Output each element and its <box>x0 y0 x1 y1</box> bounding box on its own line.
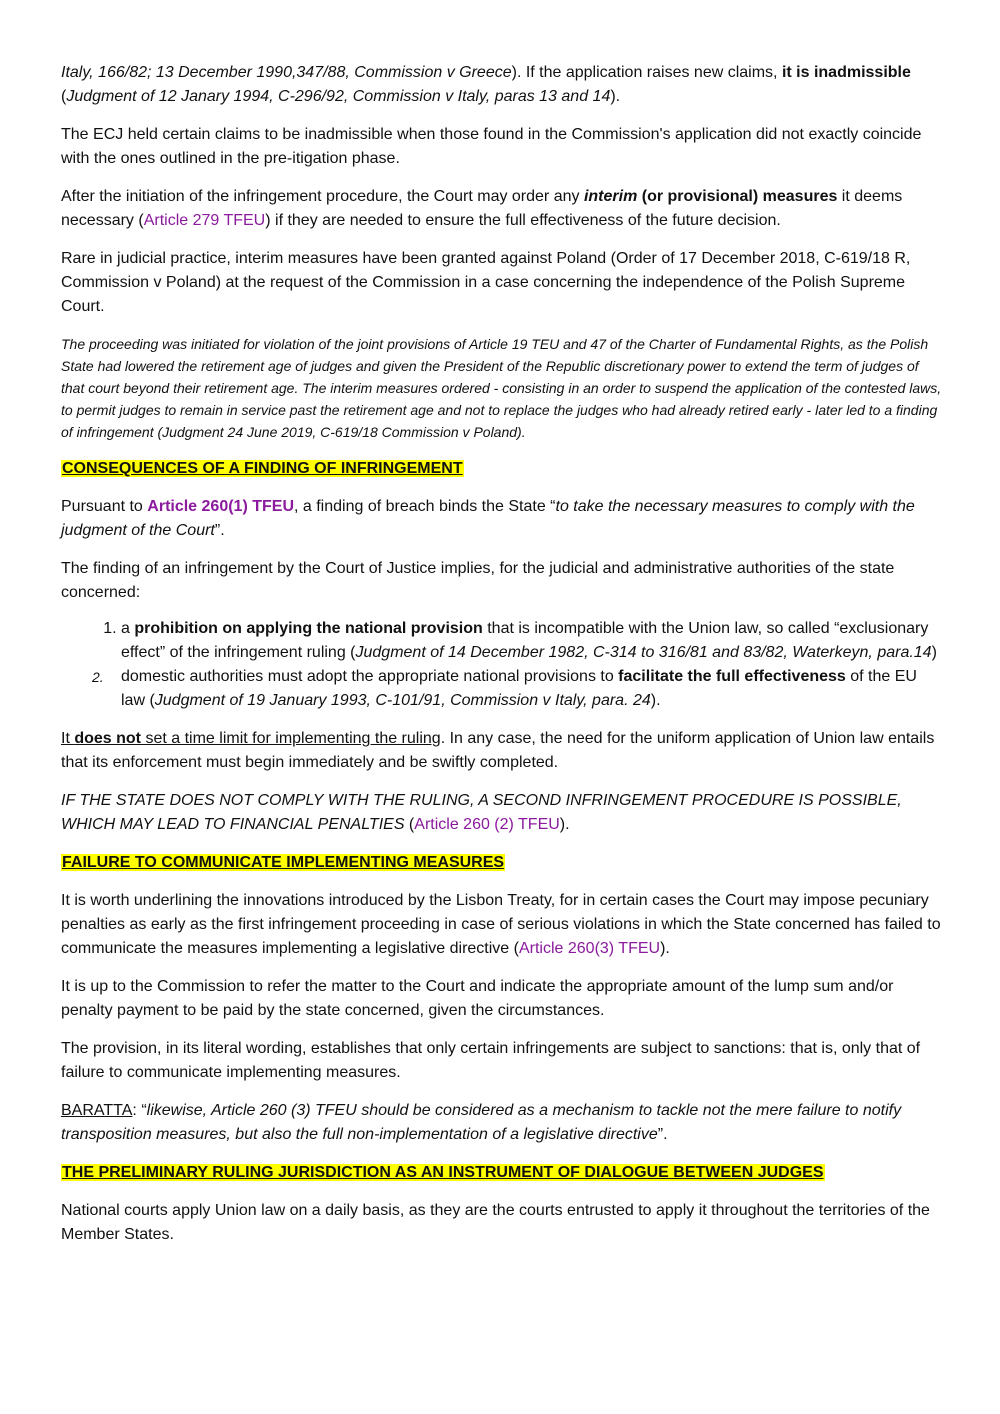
text-run: ). If the application raises new claims, <box>511 64 782 81</box>
underlined-text: It <box>61 730 75 747</box>
article-279-link[interactable]: Article 279 TFEU <box>143 212 266 229</box>
implications-list <box>61 617 942 713</box>
bold-text: (or provisional) measures <box>637 188 838 205</box>
paragraph-commission-refer: It is up to the Commission to refer the matter to the Court and indicate the appropriate amount of the lump sum and/or penalty payment to be paid by the state concerned, given the circumstances. <box>61 978 894 1019</box>
paragraph-poland-case: Rare in judicial practice, interim measures have been granted against Poland (Order of 17 December 2018, C-619/18 R, Commission v Poland) at the request of the Commission in a case concerning the independence of the Polish Supreme Court. <box>61 250 911 315</box>
text-run: ) if they are needed to ensure the full effectiveness of the future decision. <box>265 212 781 229</box>
text-run: ”. <box>657 1126 668 1143</box>
paragraph-article-260-1 <box>61 495 942 543</box>
bold-text: it is inadmissible <box>781 64 911 81</box>
text-run: After the initiation of the infringement procedure, the Court may order any <box>61 188 584 205</box>
text-run: Pursuant to <box>61 498 148 515</box>
paragraph-interim-measures <box>61 185 942 233</box>
paragraph-baratta-quote <box>61 1099 942 1147</box>
text-run: ”. <box>214 522 225 539</box>
list-item <box>121 617 942 665</box>
case-citation: Italy, 166/82; 13 December 1990,347/88, Commission v Greece <box>61 64 512 81</box>
quote-text: to take the necessary measures to comply with the judgment of the Court <box>61 498 915 539</box>
paragraph-second-procedure <box>61 789 942 837</box>
underlined-text: set a time limit for implementing the ruling <box>141 730 441 747</box>
article-260-2-link[interactable]: Article 260 (2) TFEU <box>414 816 560 833</box>
highlighted-heading: THE PRELIMINARY RULING JURISDICTION AS AN INSTRUMENT OF DIALOGUE BETWEEN JUDGES <box>62 1164 824 1181</box>
paragraph-inadmissible-claims <box>61 61 942 109</box>
text-run: ). <box>660 940 670 957</box>
text-run: : “ <box>132 1102 147 1119</box>
text-run: . In any case, the need for the uniform application of Union law entails that its enforcement must begin immediately and be swiftly completed. <box>61 730 935 771</box>
text-run: It is worth underlining the innovations introduced by the Lisbon Treaty, for in certain cases the Court may impose pecuniary penalties as early as the first infringement proceeding in case of serious violations in which the State concerned has failed to communicate the measures implementing a legislative directive ( <box>61 892 941 957</box>
heading-consequences <box>61 457 942 481</box>
case-citation: Judgment of 19 January 1993, C-101/91, Commission v Italy, para. 24 <box>154 692 651 709</box>
text-run: that is incompatible with the Union law, so called “exclusionary effect” of the infringement ruling ( <box>121 620 929 661</box>
text-run: ). <box>610 88 621 105</box>
text-run: ). <box>559 816 570 833</box>
paragraph-time-limit <box>61 727 942 775</box>
bold-text: prohibition on applying the national provision <box>134 620 483 637</box>
bold-text: facilitate the full effectiveness <box>618 668 846 685</box>
text-run: , a finding of breach binds the State “ <box>294 498 556 515</box>
case-citation: Judgment of 12 Janary 1994, C-296/92, Commission v Italy, paras 13 and 14 <box>66 88 611 105</box>
heading-preliminary-ruling <box>61 1161 942 1185</box>
author-name: BARATTA <box>61 1102 133 1119</box>
bold-underlined-text: does not <box>74 730 142 747</box>
paragraph-literal-wording: The provision, in its literal wording, establishes that only certain infringements are subject to sanctions: that is, only that of failure to communicate implementing measures. <box>61 1040 921 1081</box>
article-260-3-link[interactable]: Article 260(3) TFEU <box>518 940 661 957</box>
text-run: a <box>121 620 135 637</box>
case-citation: Judgment of 14 December 1982, C-314 to 316/81 and 83/82, Waterkeyn, para.14 <box>355 644 932 661</box>
text-run: ). <box>650 692 661 709</box>
paragraph-national-courts: National courts apply Union law on a daily basis, as they are the courts entrusted to apply it throughout the territories of the Member States. <box>61 1202 930 1243</box>
text-run: it deems necessary ( <box>61 188 903 229</box>
list-number: 2. <box>92 669 104 685</box>
bold-italic-text: interim <box>583 188 638 205</box>
text-run: ) <box>931 644 937 661</box>
paragraph-lisbon-treaty <box>61 889 942 961</box>
text-run: of the EU law ( <box>121 668 917 709</box>
paragraph-ecj-claims: The ECJ held certain claims to be inadmissible when those found in the Commission's application did not exactly coincide with the ones outlined in the pre-itigation phase. <box>61 126 922 167</box>
paragraph-finding-implies: The finding of an infringement by the Court of Justice implies, for the judicial and administrative authorities of the state concerned: <box>61 560 895 601</box>
text-run: domestic authorities must adopt the appropriate national provisions to <box>121 668 619 685</box>
highlighted-heading: CONSEQUENCES OF A FINDING OF INFRINGEMENT <box>62 460 463 477</box>
list-item <box>92 665 942 713</box>
text-run: ( <box>404 816 415 833</box>
paragraph-poland-note: The proceeding was initiated for violation of the joint provisions of Article 19 TEU and 47 of the Charter of Fundamental Rights, as the Polish State had lowered the retirement age of judges and given the President of the Republic discretionary power to extend the term of judges of that court beyond their retirement age. The interim measures ordered - consisting in an order to suspend the application of the contested laws, to permit judges to remain in service past the retirement age and not to replace the judges who had already retired early - later led to a finding of infringement (Judgment 24 June 2019, C-619/18 Commission v Poland). <box>61 336 942 440</box>
italic-text: IF THE STATE DOES NOT COMPLY WITH THE RULING, A SECOND INFRINGEMENT PROCEDURE IS POSSIBLE, WHICH MAY LEAD TO FINANCIAL PENALTIES <box>61 792 902 833</box>
highlighted-heading: FAILURE TO COMMUNICATE IMPLEMENTING MEASURES <box>62 854 505 871</box>
heading-failure-to-communicate <box>61 851 942 875</box>
article-260-1-link[interactable]: Article 260(1) TFEU <box>147 498 294 515</box>
quote-text: likewise, Article 260 (3) TFEU should be considered as a mechanism to tackle not the mere failure to notify transposition measures, but also the full non-implementation of a legislative directive <box>61 1102 902 1143</box>
text-run: ( <box>61 88 67 105</box>
